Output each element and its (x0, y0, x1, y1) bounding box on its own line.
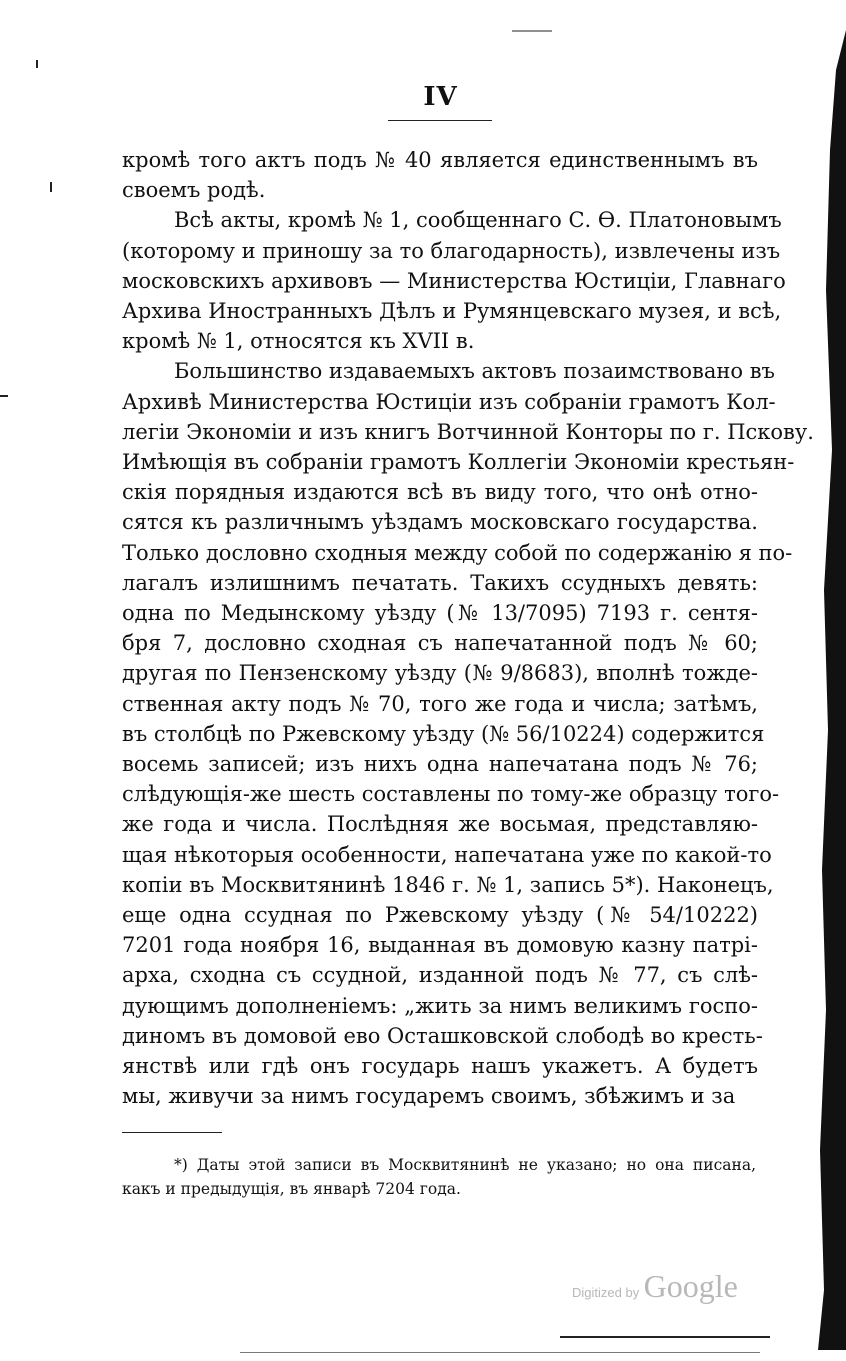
text-line: сятся къ различнымъ уѣздамъ московскаго государства. (122, 510, 758, 535)
text-line: Архивѣ Министерства Юстиціи изъ собраніи грамотъ Кол- (122, 389, 776, 414)
text-line: восемь записей; изъ нихъ одна напечатана подъ № 76; (122, 752, 758, 777)
text-line: одна по Медынскому уѣзду (№ 13/7095) 7193 г. сентя- (122, 601, 758, 626)
text-line: бря 7, дословно сходная съ напечатанной подъ № 60; (122, 631, 758, 656)
page-number: IV (423, 82, 458, 112)
footnote-line: какъ и предыдущія, въ январѣ 7204 года. (122, 1180, 461, 1198)
text-line: въ столбцѣ по Ржевскому уѣзду (№ 56/10224) содержится (122, 721, 765, 746)
text-line: мы, живучи за нимъ государемъ своимъ, збѣжимъ и за (122, 1084, 736, 1109)
scan-speck (50, 182, 52, 192)
text-line: диномъ въ домовой ево Осташковской слободѣ во кресть- (122, 1023, 763, 1048)
text-line: другая по Пензенскому уѣзду (№ 9/8683), вполнѣ тожде- (122, 661, 758, 686)
text-line: Имѣющія въ собраніи грамотъ Коллегіи Экономіи крестьян- (122, 450, 795, 475)
text-line: же года и числа. Послѣдняя же восьмая, представляю- (122, 812, 758, 837)
scan-bottom-line (240, 1352, 760, 1353)
text-line: ственная акту подъ № 70, того же года и числа; затѣмъ, (122, 691, 758, 716)
page-number-rule (388, 120, 492, 121)
text-line: кромѣ того актъ подъ № 40 является единственнымъ въ (122, 148, 758, 172)
scan-speck (36, 60, 38, 68)
text-line: кромѣ № 1, относятся къ XVII в. (122, 329, 475, 354)
text-line: скія порядныя издаются всѣ въ виду того, что онѣ отно- (122, 480, 758, 505)
text-line: Всѣ акты, кромѣ № 1, сообщеннаго С. Ѳ. Платоновымъ (174, 208, 782, 233)
scan-speck (512, 30, 552, 32)
watermark-brand: Google (643, 1268, 738, 1304)
text-line: легіи Экономіи и изъ книгъ Вотчинной Конторы по г. Пскову. (122, 419, 814, 444)
text-line: Большинство издаваемыхъ актовъ позаимствовано въ (174, 359, 775, 384)
text-line: московскихъ архивовъ — Министерства Юстиціи, Главнаго (122, 268, 786, 293)
text-line: дующимъ дополненіемъ: „жить за нимъ великимъ госпо- (122, 993, 758, 1018)
footnote-line: *) Даты этой записи въ Москвитянинѣ не указано; но она писана, (174, 1156, 756, 1174)
text-line: еще одна ссудная по Ржевскому уѣзду (№ 54/10222) (122, 903, 758, 928)
text-line: копіи въ Москвитянинѣ 1846 г. № 1, запись 5*). Наконецъ, (122, 872, 774, 897)
scan-bottom-line (560, 1336, 770, 1338)
watermark-prefix: Digitized by (572, 1285, 640, 1300)
text-line: своемъ родѣ. (122, 178, 266, 203)
footnote-rule (122, 1132, 222, 1133)
text-line: щая нѣкоторыя особенности, напечатана уже по какой-то (122, 842, 772, 867)
text-line: Архива Иностранныхъ Дѣлъ и Румянцевскаго музея, и всѣ, (122, 299, 782, 324)
scan-speck (0, 395, 8, 397)
text-line: Только дословно сходныя между собой по содержанію я по- (122, 540, 793, 565)
body-text (122, 145, 814, 1112)
text-line: (которому и приношу за то благодарность), извлечены изъ (122, 238, 781, 263)
digitized-watermark (572, 1268, 738, 1305)
footnotes (122, 1153, 756, 1201)
text-line: 7201 года ноября 16, выданная въ домовую казну патрі- (122, 933, 758, 958)
scan-page-edge (812, 30, 846, 1350)
text-line: янствѣ или гдѣ онъ государь нашъ укажетъ. А будетъ (122, 1054, 758, 1079)
text-line: слѣдующія-же шесть составлены по тому-же образцу того- (122, 782, 780, 807)
text-line: арха, сходна съ ссудной, изданной подъ № 77, съ слѣ- (122, 963, 758, 988)
text-line: лагалъ излишнимъ печатать. Такихъ ссудныхъ девять: (122, 570, 758, 595)
